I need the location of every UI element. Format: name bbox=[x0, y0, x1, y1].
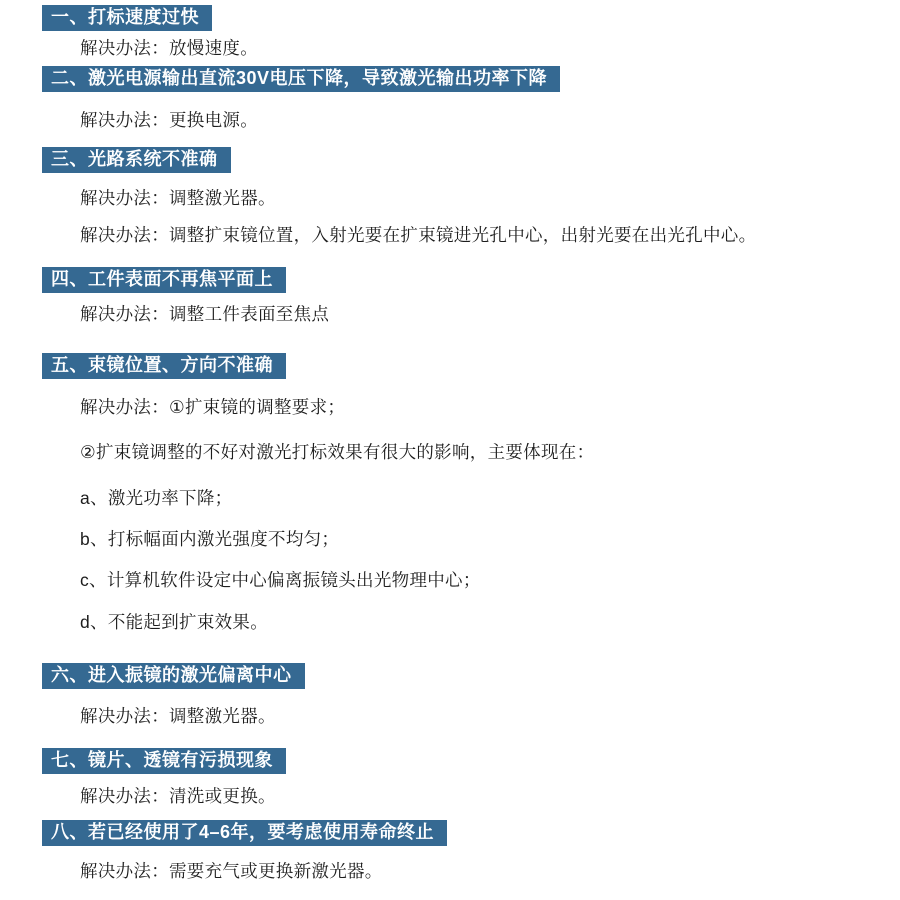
section-5-list-item-b: b、打标幅面内激光强度不均匀； bbox=[80, 529, 340, 549]
section-2-heading: 二、激光电源输出直流30V电压下降，导致激光输出功率下降 bbox=[42, 66, 560, 92]
section-6-solution-line: 解决办法：调整激光器。 bbox=[80, 706, 276, 726]
section-5-note-line: ②扩束镜调整的不好对激光打标效果有很大的影响，主要体现在： bbox=[80, 442, 595, 462]
section-1-heading: 一、打标速度过快 bbox=[42, 5, 212, 31]
section-5-heading: 五、束镜位置、方向不准确 bbox=[42, 353, 286, 379]
section-3-heading: 三、光路系统不准确 bbox=[42, 147, 231, 173]
section-5-list-item-a: a、激光功率下降； bbox=[80, 488, 233, 508]
section-8-heading: 八、若已经使用了4–6年，要考虑使用寿命终止 bbox=[42, 820, 447, 846]
section-8-solution-line: 解决办法：需要充气或更换新激光器。 bbox=[80, 861, 383, 881]
section-6-heading: 六、进入振镜的激光偏离中心 bbox=[42, 663, 305, 689]
section-3-solution-line: 解决办法：调整扩束镜位置，入射光要在扩束镜进光孔中心，出射光要在出光孔中心。 bbox=[80, 225, 757, 245]
section-1-solution-line: 解决办法：放慢速度。 bbox=[80, 38, 258, 58]
section-2-solution-line: 解决办法：更换电源。 bbox=[80, 110, 258, 130]
section-5-list-item-c: c、计算机软件设定中心偏离振镜头出光物理中心； bbox=[80, 570, 481, 590]
section-5-solution-line: 解决办法：①扩束镜的调整要求； bbox=[80, 397, 346, 417]
section-4-heading: 四、工件表面不再焦平面上 bbox=[42, 267, 286, 293]
section-7-heading: 七、镜片、透镜有污损现象 bbox=[42, 748, 286, 774]
section-4-solution-line: 解决办法：调整工件表面至焦点 bbox=[80, 304, 330, 324]
section-3-solution-line: 解决办法：调整激光器。 bbox=[80, 188, 276, 208]
section-5-list-item-d: d、不能起到扩束效果。 bbox=[80, 612, 269, 632]
section-7-solution-line: 解决办法：清洗或更换。 bbox=[80, 786, 276, 806]
